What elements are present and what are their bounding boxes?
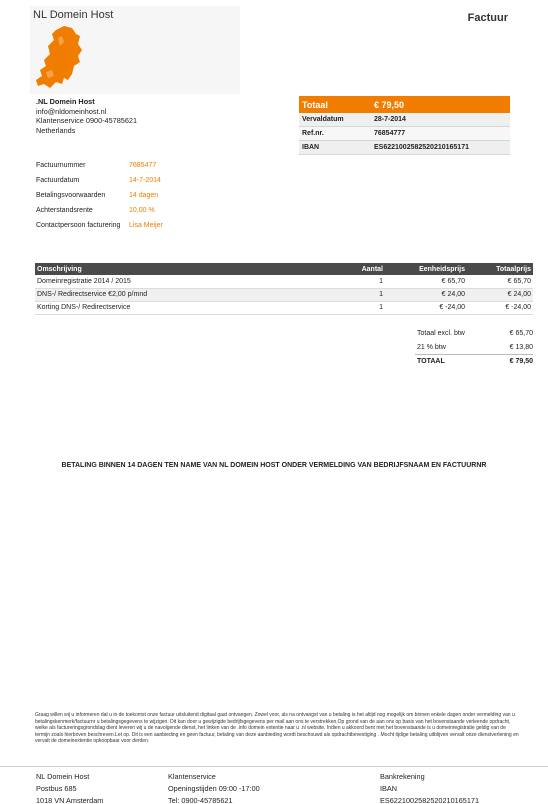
meta-row: [36, 207, 163, 216]
invoice-date-value: 14-7-2014: [129, 177, 161, 184]
reference-row: [299, 127, 510, 141]
footer-opening-hours: Openingstijden 09:00 -17:00: [168, 784, 260, 793]
due-date-row: [299, 113, 510, 127]
vat-label: 21 % btw: [417, 343, 446, 351]
subtotal-value: € 65,70: [509, 329, 533, 337]
grand-total-row: [415, 354, 533, 368]
footer-iban-value: ES6221002582520210165171: [380, 796, 480, 804]
footer-bank-title: Bankrekening: [380, 772, 425, 781]
item-quantity: 1: [340, 275, 385, 288]
footer-postbox: Postbus 685: [36, 784, 77, 793]
column-header-unit-price: Eenheidsprijs: [385, 263, 467, 275]
table-row: [35, 275, 533, 288]
total-label: Totaal: [302, 99, 328, 110]
sender-block: [36, 97, 137, 135]
contact-value: Lisa Meijer: [129, 222, 163, 229]
footer-company-column: [36, 771, 103, 804]
footer-city: 1018 VN Amsterdam: [36, 796, 104, 804]
meta-row: [36, 177, 163, 186]
invoice-date-label: Factuurdatum: [36, 177, 80, 184]
sender-email: info@nldomeinhost.nl: [36, 106, 107, 116]
item-total: € 24,00: [467, 288, 533, 301]
late-interest-value: 10,00 %: [129, 207, 155, 214]
totals-box: [299, 96, 510, 155]
item-description: Korting DNS-/ Redirectservice: [35, 301, 340, 314]
item-unit-price: € -24,00: [385, 301, 467, 314]
column-header-total: Totaalprijs: [467, 263, 533, 275]
table-row: [35, 288, 533, 301]
footer: [0, 766, 548, 804]
invoice-meta: [36, 162, 163, 237]
totals-summary: [415, 326, 533, 368]
document-title: Factuur: [467, 12, 508, 24]
payment-notice: BETALING BINNEN 14 DAGEN TEN NAME VAN NL DOMEIN HOST ONDER VERMELDING VAN BEDRIJFSNAAM EN FACTUURNR: [61, 462, 487, 469]
subtotal-row: [415, 326, 533, 340]
item-description: DNS-/ Redirectservice €2,00 p/mnd: [35, 288, 340, 301]
table-header-row: [35, 263, 533, 275]
iban-row: [299, 141, 510, 155]
payment-terms-value: 14 dagen: [129, 192, 159, 199]
table-row: [35, 301, 533, 314]
contact-label: Contactpersoon facturering: [36, 222, 121, 229]
line-items-table: [35, 263, 533, 315]
logo-text: NL Domein Host: [33, 9, 114, 21]
fine-print: Graag willen wij u informeren dat u in de toekomst onze factuur uitsluitend digitaal gaat ontvangen. Zowel voor, als na ontvangst van u betaling is het altijd nog mogelijk om binnen enkele dagen onder vermelding van u betalingskenmerk/factuurnr u betalingsgegevens te wijzigen. Dit kan door u gewijzigde bedrijfsgegevens per mail aan ons te verstrekken.Op grond van de aan ons op basis van het bovenstaande verleende opdracht, welke als factureringsgrondslag dient leveren wij u de navolgende dienst, het linken van de .info domein extentie naar u .nl website. Indien u akkoord bent met het bovenstaande is u domeinregistratie geldig van de termijn zoals hierboven beschreven.Let op. Dit is een aanbieding en geen factuur, betaling van deze aanbieding wordt beschouwd als opdrachtbevestiging . Mocht tijdige betaling uitblijven vervalt onze dienstverlening en vervalt de domeinextentie opkoopbaar voor derden.: [35, 712, 519, 745]
item-total: € -24,00: [467, 301, 533, 314]
column-header-quantity: Aantal: [340, 263, 385, 275]
payment-terms-label: Betalingsvoorwaarden: [36, 192, 106, 199]
meta-row: [36, 162, 163, 171]
item-quantity: 1: [340, 288, 385, 301]
footer-service-title: Klantenservice: [168, 772, 216, 781]
grand-total-value: € 79,50: [509, 358, 533, 365]
item-description: Domeinregistratie 2014 / 2015: [35, 275, 340, 288]
due-date-value: 28-7-2014: [374, 116, 406, 123]
meta-row: [36, 192, 163, 201]
item-quantity: 1: [340, 301, 385, 314]
footer-phone: Tel: 0900-45785621: [168, 796, 233, 804]
grand-total-label: TOTAAL: [417, 358, 445, 365]
item-total: € 65,70: [467, 275, 533, 288]
sender-phone: Klantenservice 0900-45785621: [36, 116, 138, 125]
logo: [30, 6, 240, 94]
netherlands-map-icon: [34, 24, 84, 92]
reference-label: Ref.nr.: [302, 130, 324, 137]
late-interest-label: Achterstandsrente: [36, 207, 93, 214]
item-unit-price: € 24,00: [385, 288, 467, 301]
sender-name: .NL Domein Host: [36, 97, 95, 106]
footer-service-column: [168, 771, 260, 804]
sender-country: Netherlands: [36, 125, 76, 135]
invoice-number-label: Factuurnummer: [36, 162, 86, 169]
column-header-description: Omschrijving: [35, 263, 340, 275]
iban-label: IBAN: [302, 144, 320, 151]
reference-value: 76854777: [374, 130, 406, 137]
footer-iban-label: IBAN: [380, 784, 398, 793]
meta-row: [36, 222, 163, 231]
due-date-label: Vervaldatum: [302, 116, 344, 123]
iban-value: ES6221002582520210165171: [374, 144, 469, 151]
footer-bank-column: [380, 771, 479, 804]
totals-header: [299, 96, 510, 113]
vat-value: € 13,80: [509, 343, 533, 351]
total-value: € 79,50: [374, 99, 405, 110]
vat-row: [415, 340, 533, 354]
item-unit-price: € 65,70: [385, 275, 467, 288]
footer-company-name: NL Domein Host: [36, 772, 90, 781]
invoice-number-value: 7685477: [129, 162, 157, 169]
subtotal-label: Totaal excl. btw: [417, 329, 465, 337]
